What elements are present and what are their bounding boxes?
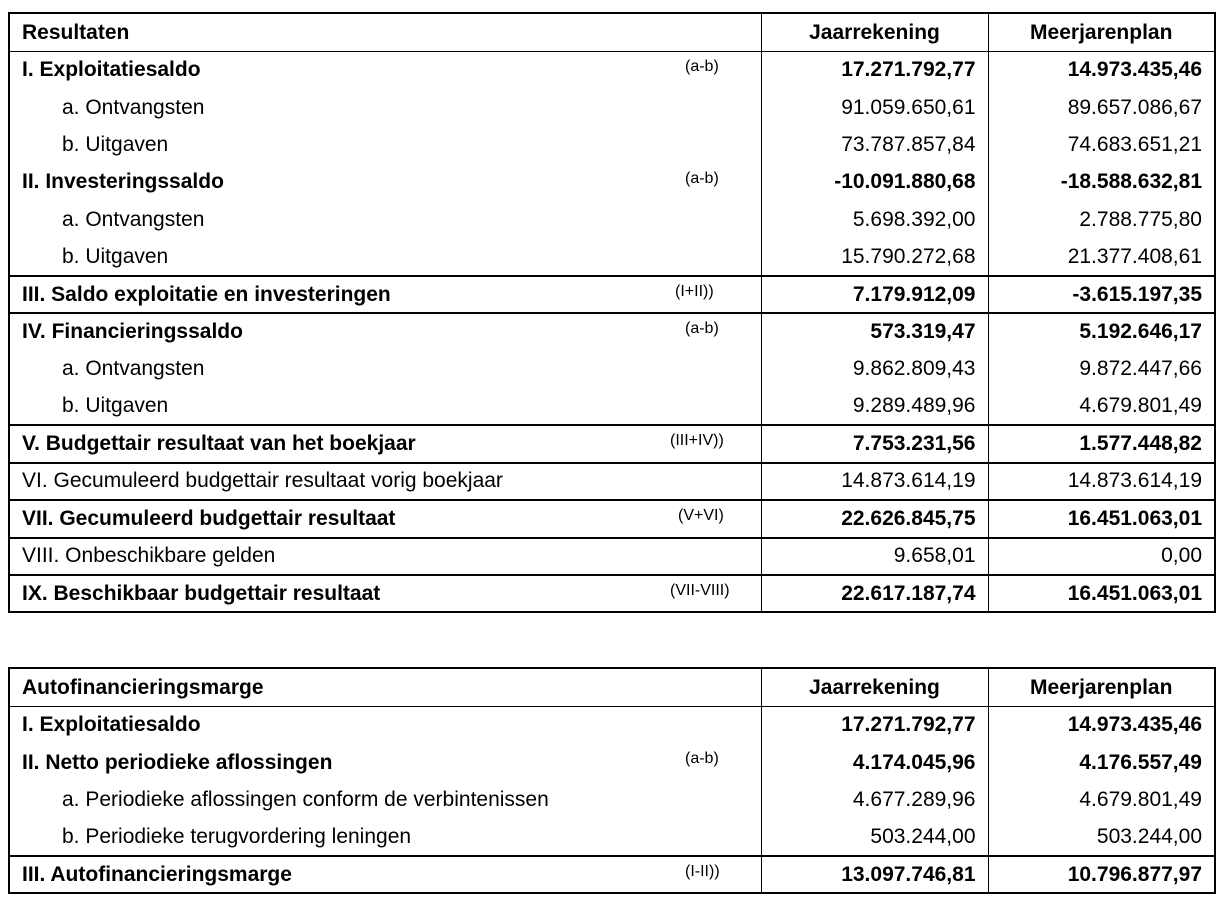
row-formula: (a-b) (685, 58, 719, 75)
cell-jaarrekening: 9.658,01 (761, 538, 988, 575)
row-formula: (I+II)) (675, 282, 714, 300)
cell-meerjarenplan: 1.577.448,82 (988, 425, 1215, 462)
row-label: I. Exploitatiesaldo (22, 713, 201, 737)
header-resultaten: Resultaten (9, 13, 761, 52)
row-gecumuleerd-budgettair-resultaat (9, 500, 1215, 537)
cell-meerjarenplan: 9.872.447,66 (988, 351, 1215, 388)
cell-jaarrekening: 14.873.614,19 (761, 463, 988, 500)
row-beschikbaar-budgettair-resultaat (9, 575, 1215, 612)
cell-jaarrekening: 4.174.045,96 (761, 744, 988, 781)
row-label: a. Periodieke aflossingen conform de verbintenissen (62, 787, 549, 811)
cell-jaarrekening: 4.677.289,96 (761, 781, 988, 818)
row-exploitatie-ontvangsten (9, 89, 1215, 126)
cell-jaarrekening: 9.862.809,43 (761, 351, 988, 388)
row-formula: (a-b) (685, 749, 719, 767)
cell-meerjarenplan: 21.377.408,61 (988, 238, 1215, 275)
row-netto-periodieke-aflossingen (9, 744, 1215, 781)
row-label: b. Uitgaven (62, 394, 169, 418)
cell-jaarrekening: 15.790.272,68 (761, 238, 988, 275)
row-formula: (I-II)) (685, 863, 720, 881)
row-financieringssaldo (9, 313, 1215, 350)
row-periodieke-terugvordering (9, 819, 1215, 856)
cell-jaarrekening: 17.271.792,77 (761, 707, 988, 744)
row-formula: (VII-VIII) (670, 581, 730, 599)
cell-meerjarenplan: 74.683.651,21 (988, 126, 1215, 163)
row-label: II. Investeringssaldo (22, 170, 224, 194)
header-meerjarenplan: Meerjarenplan (988, 13, 1215, 52)
row-label: a. Ontvangsten (62, 95, 205, 119)
row-formula: (III+IV)) (670, 432, 724, 450)
header-jaarrekening: Jaarrekening (761, 668, 988, 707)
cell-meerjarenplan: 503.244,00 (988, 819, 1215, 856)
row-label: IV. Financieringssaldo (22, 320, 243, 344)
row-label: VIII. Onbeschikbare gelden (9, 538, 761, 575)
row-periodieke-aflossingen (9, 781, 1215, 818)
header-meerjarenplan: Meerjarenplan (988, 668, 1215, 707)
row-label: V. Budgettair resultaat van het boekjaar (22, 432, 416, 456)
cell-jaarrekening: 7.179.912,09 (761, 276, 988, 313)
cell-meerjarenplan: -3.615.197,35 (988, 276, 1215, 313)
row-investeringssaldo (9, 164, 1215, 201)
row-label: III. Autofinancieringsmarge (22, 862, 292, 886)
row-formula: (a-b) (685, 169, 719, 187)
cell-meerjarenplan: 14.973.435,46 (988, 707, 1215, 744)
cell-meerjarenplan: 4.679.801,49 (988, 781, 1215, 818)
table-header-row (9, 668, 1215, 707)
cell-meerjarenplan: -18.588.632,81 (988, 164, 1215, 201)
cell-meerjarenplan: 5.192.646,17 (988, 313, 1215, 350)
cell-jaarrekening: 573.319,47 (761, 313, 988, 350)
row-financiering-ontvangsten (9, 351, 1215, 388)
cell-jaarrekening: 7.753.231,56 (761, 425, 988, 462)
header-autofinancieringsmarge: Autofinancieringsmarge (9, 668, 761, 707)
row-label: a. Ontvangsten (62, 357, 205, 381)
cell-meerjarenplan: 16.451.063,01 (988, 575, 1215, 612)
row-formula: (a-b) (685, 320, 719, 338)
cell-jaarrekening: 22.626.845,75 (761, 500, 988, 537)
header-jaarrekening: Jaarrekening (761, 13, 988, 52)
row-label: a. Ontvangsten (62, 207, 205, 231)
row-budgettair-resultaat-boekjaar (9, 425, 1215, 462)
cell-meerjarenplan: 2.788.775,80 (988, 201, 1215, 238)
row-label: I. Exploitatiesaldo (22, 58, 201, 82)
cell-meerjarenplan: 10.796.877,97 (988, 856, 1215, 893)
cell-meerjarenplan: 0,00 (988, 538, 1215, 575)
resultaten-table (8, 12, 1216, 613)
cell-jaarrekening: -10.091.880,68 (761, 164, 988, 201)
row-gecumuleerd-vorig-boekjaar (9, 463, 1215, 500)
cell-jaarrekening: 13.097.746,81 (761, 856, 988, 893)
row-investering-uitgaven (9, 238, 1215, 275)
row-label: IX. Beschikbaar budgettair resultaat (22, 581, 381, 605)
row-onbeschikbare-gelden (9, 538, 1215, 575)
row-saldo-exploitatie-investeringen (9, 276, 1215, 313)
row-exploitatiesaldo (9, 707, 1215, 744)
row-formula: (V+VI) (678, 507, 724, 525)
cell-meerjarenplan: 89.657.086,67 (988, 89, 1215, 126)
row-label: b. Periodieke terugvordering leningen (62, 824, 412, 848)
cell-jaarrekening: 5.698.392,00 (761, 201, 988, 238)
cell-jaarrekening: 503.244,00 (761, 819, 988, 856)
row-label: III. Saldo exploitatie en investeringen (22, 282, 391, 306)
row-label: VI. Gecumuleerd budgettair resultaat vorig boekjaar (9, 463, 761, 500)
cell-jaarrekening: 9.289.489,96 (761, 388, 988, 425)
row-exploitatiesaldo (9, 52, 1215, 89)
row-label: b. Uitgaven (62, 244, 169, 268)
autofinancieringsmarge-table (8, 667, 1216, 894)
cell-jaarrekening: 17.271.792,77 (761, 52, 988, 89)
cell-meerjarenplan: 14.973.435,46 (988, 52, 1215, 89)
row-label: II. Netto periodieke aflossingen (22, 750, 333, 774)
row-investering-ontvangsten (9, 201, 1215, 238)
cell-meerjarenplan: 4.679.801,49 (988, 388, 1215, 425)
row-autofinancieringsmarge (9, 856, 1215, 893)
row-label: b. Uitgaven (62, 132, 169, 156)
row-financiering-uitgaven (9, 388, 1215, 425)
row-exploitatie-uitgaven (9, 126, 1215, 163)
cell-meerjarenplan: 4.176.557,49 (988, 744, 1215, 781)
cell-jaarrekening: 73.787.857,84 (761, 126, 988, 163)
cell-jaarrekening: 22.617.187,74 (761, 575, 988, 612)
row-label: VII. Gecumuleerd budgettair resultaat (22, 506, 396, 530)
cell-jaarrekening: 91.059.650,61 (761, 89, 988, 126)
cell-meerjarenplan: 16.451.063,01 (988, 500, 1215, 537)
cell-meerjarenplan: 14.873.614,19 (988, 463, 1215, 500)
table-header-row (9, 13, 1215, 52)
